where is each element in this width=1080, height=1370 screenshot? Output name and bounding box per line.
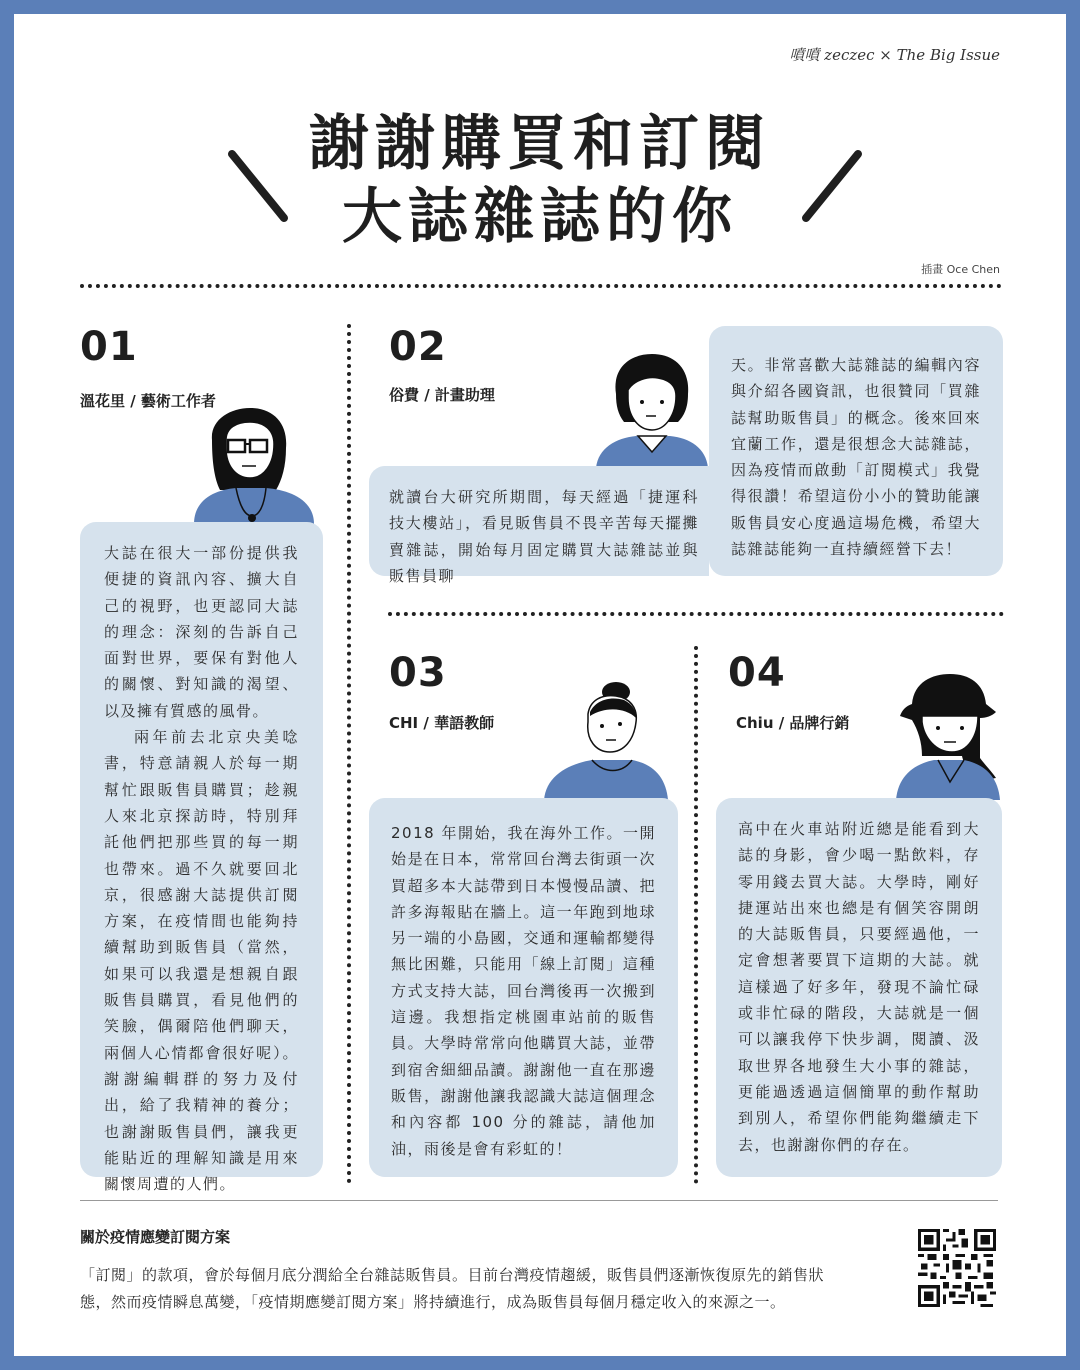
footer-text: 「訂閱」的款項，會於每個月底分潤給全台雜誌販售員。目前台灣疫情趨緩，販售員們逐漸恢復原先的銷售狀態，然而疫情瞬息萬變，「疫情期應變訂閱方案」將持續進行，成為販售員每個月穩定收入的來源之一。	[80, 1266, 825, 1311]
story-3-number: 03	[389, 650, 447, 696]
story-3-person: CHI / 華語教師	[389, 714, 495, 732]
story-1-number: 01	[80, 324, 138, 370]
story-2-text-left: 就讀台大研究所期間，每天經過「捷運科技大樓站」，看見販售員不畏辛苦每天擺攤賣雜誌，開始每月固定購買大誌雜誌並與販售員聊	[389, 488, 699, 585]
vertical-dotted-divider-1	[347, 324, 351, 1184]
story-4-number: 04	[728, 650, 786, 696]
title-slash-right	[796, 146, 866, 226]
story-3-bubble	[369, 798, 678, 1177]
story-4-bubble	[716, 798, 1002, 1177]
story-2-bubble-right	[709, 326, 1003, 576]
story-2-bubble-left	[369, 466, 709, 585]
person-3-illustration	[540, 678, 670, 800]
title-line-1: 謝謝購買和訂閱	[309, 109, 771, 179]
story-2-person: 俗費 / 計畫助理	[389, 386, 495, 404]
vertical-dotted-divider-2	[694, 646, 698, 1184]
illustrator-credit: 插畫 Oce Chen	[921, 263, 1000, 276]
story-1-bubble	[80, 522, 323, 1194]
story-1-paragraph-1: 大誌在很大一部份提供我便捷的資訊內容、擴大自己的視野，也更認同大誌的理念：深刻的告訴自己面對世界，要保有對他人的關懷、對知識的渴望、以及擁有質感的風骨。	[104, 544, 299, 720]
header-credit: 噴噴 zeczec × The Big Issue	[789, 46, 1000, 64]
person-1-illustration	[190, 408, 320, 524]
footer-title: 關於疫情應變訂閱方案	[80, 1228, 231, 1246]
story-1-person: 溫花里 / 藝術工作者	[80, 392, 216, 410]
page	[14, 14, 1066, 1356]
title-line-2: 大誌雜誌的你	[342, 182, 738, 252]
qr-code-icon[interactable]	[918, 1229, 996, 1307]
footer-separator	[80, 1200, 998, 1201]
story-2-text-right: 天。非常喜歡大誌雜誌的編輯內容與介紹各國資訊，也很贊同「買雜誌幫助販售員」的概念。後來回來宜蘭工作，還是很想念大誌雜誌，因為疫情而啟動「訂閱模式」我覺得很讚！希望這份小小的贊助能讓販售員安心度過這場危機，希望大誌雜誌能夠一直持續經營下去！	[731, 356, 981, 559]
top-dotted-divider	[80, 284, 1002, 288]
story-1-paragraph-2: 兩年前去北京央美唸書，特意請親人於每一期幫忙跟販售員購買；趁親人來北京探訪時，特別拜託他們把那些買的每一期也帶來。過不久就要回北京，很感謝大誌提供訂閱方案，在疫情間也能夠持續幫助到販售員（當然，如果可以我還是想親自跟販售員購買，看見他們的笑臉，偶爾陪他們聊天，兩個人心情都會很好呢）。謝謝編輯群的努力及付出，給了我精神的養分；也謝謝販售員們，讓我更能貼近的理解知識是用來關懷周遭的人們。	[104, 728, 299, 1194]
person-4-illustration	[892, 672, 1004, 800]
person-2-illustration	[594, 352, 710, 468]
title-slash-left	[224, 146, 294, 226]
story-4-person: Chiu / 品牌行銷	[736, 714, 850, 732]
story-4-text: 高中在火車站附近總是能看到大誌的身影，會少喝一點飲料，存零用錢去買大誌。大學時，剛好捷運站出來也總是有個笑容開朗的大誌販售員，只要經過他，一定會想著要買下這期的大誌。就這樣過了好多年，發現不論忙碌或非忙碌的階段，大誌就是一個可以讓我停下快步調，閱讀、汲取世界各地發生大小事的雜誌，更能過透過這個簡單的動作幫助到別人，希望你們能夠繼續走下去，也謝謝你們的存在。	[738, 820, 980, 1154]
story-3-text: 2018 年開始，我在海外工作。一開始是在日本，常常回台灣去街頭一次買超多本大誌帶到日本慢慢品讀、把許多海報貼在牆上。這一年跑到地球另一端的小島國，交通和運輸都變得無比困難，只能用「線上訂閱」這種方式支持大誌，回台灣後再一次搬到這邊。我想指定桃園車站前的販售員。大學時常常向他購買大誌，並帶到宿舍細細品讀。謝謝他一直在那邊販售，謝謝他讓我認識大誌這個理念和內容都 100 分的雜誌，請他加油，雨後是會有彩虹的！	[391, 824, 656, 1158]
middle-dotted-divider	[388, 612, 1004, 616]
story-2-number: 02	[389, 324, 447, 370]
